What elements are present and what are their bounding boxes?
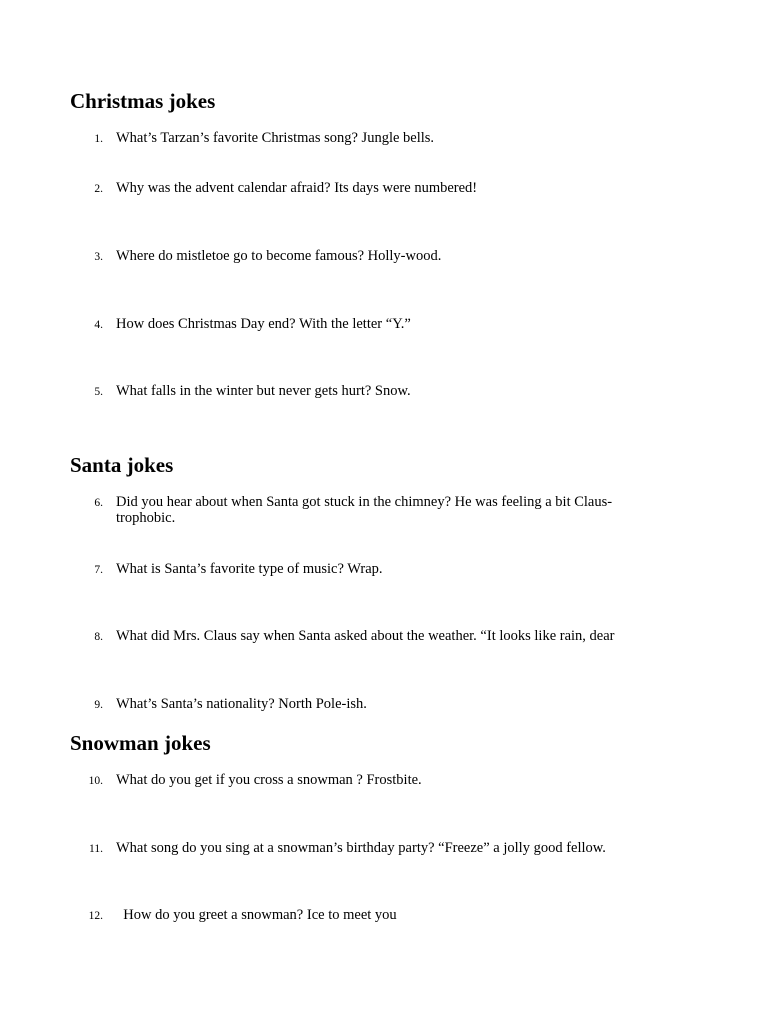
item-number: 1. — [94, 133, 103, 145]
item-number: 8. — [94, 631, 103, 643]
item-text: What falls in the winter but never gets hurt? Snow. — [116, 383, 411, 399]
item-number: 10. — [88, 775, 103, 787]
item-number: 9. — [94, 699, 103, 711]
item-text: Where do mistletoe go to become famous? Holly-wood. — [116, 248, 442, 264]
item-text: What song do you sing at a snowman’s birthday party? “Freeze” a jolly good fellow. — [116, 840, 606, 856]
section-heading-santa: Santa jokes — [70, 453, 174, 477]
item-text: What’s Santa’s nationality? North Pole-ish. — [116, 696, 367, 712]
item-number: 4. — [94, 319, 103, 331]
item-number: 6. — [94, 497, 103, 509]
section-heading-christmas: Christmas jokes — [70, 89, 216, 113]
item-text: What did Mrs. Claus say when Santa asked about the weather. “It looks like rain, dear — [116, 628, 615, 644]
item-text: How does Christmas Day end? With the letter “Y.” — [116, 316, 411, 332]
item-text: Why was the advent calendar afraid? Its days were numbered! — [116, 180, 478, 196]
item-text: How do you greet a snowman? Ice to meet you — [116, 907, 397, 923]
item-text: What’s Tarzan’s favorite Christmas song? Jungle bells. — [116, 130, 435, 146]
section-heading-snowman: Snowman jokes — [70, 731, 211, 755]
item-number: 5. — [94, 386, 103, 398]
item-text: What do you get if you cross a snowman ? Frostbite. — [116, 772, 422, 788]
item-number: 11. — [89, 843, 103, 855]
item-number: 7. — [94, 564, 103, 576]
item-number: 3. — [94, 251, 103, 263]
item-number: 12. — [88, 910, 103, 922]
item-text: What is Santa’s favorite type of music? Wrap. — [116, 561, 383, 577]
item-text: Did you hear about when Santa got stuck in the chimney? He was feeling a bit Claus-trophobic. — [116, 494, 613, 526]
item-number: 2. — [94, 183, 103, 195]
